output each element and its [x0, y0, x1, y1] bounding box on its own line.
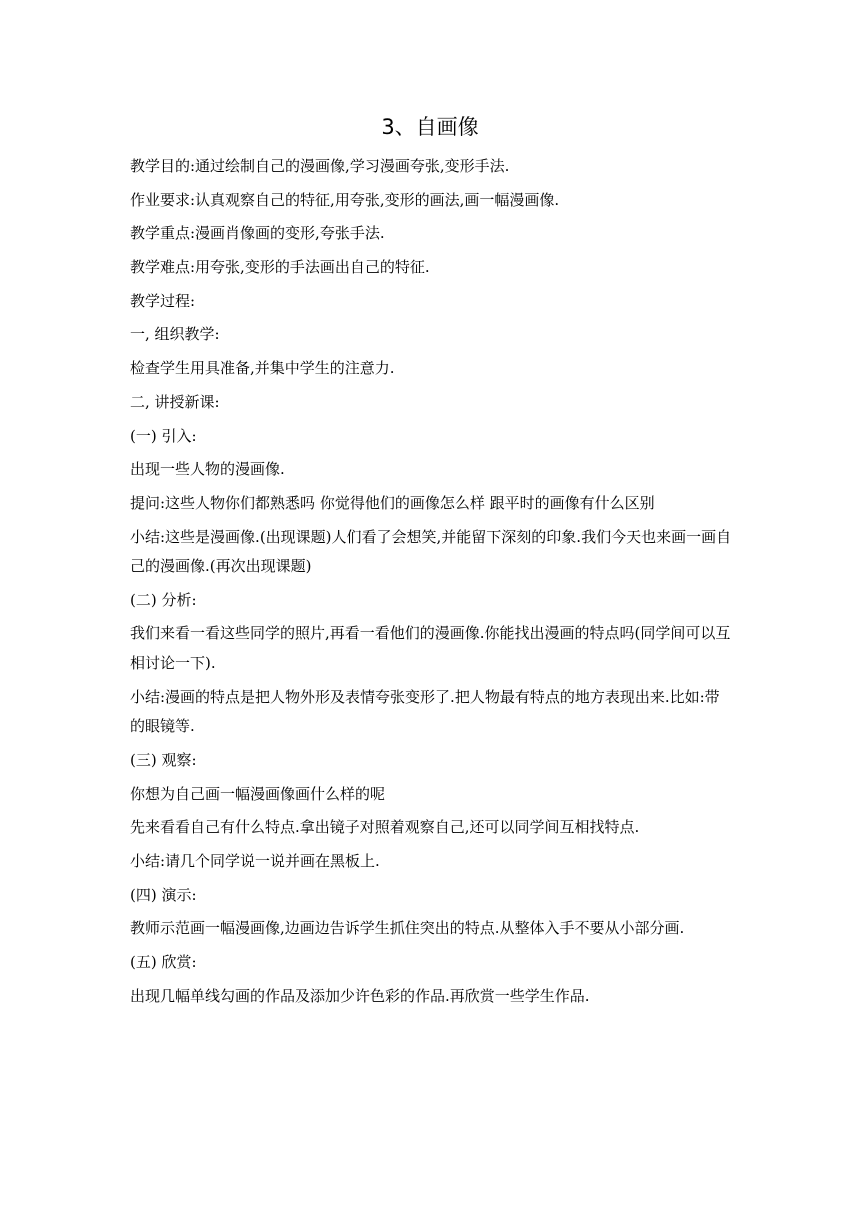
paragraph: 教学难点:用夸张,变形的手法画出自己的特征.: [130, 258, 430, 277]
paragraph: 小结:这些是漫画像.(出现课题)人们看了会想笑,并能留下深刻的印象.我们今天也来画一画自己的漫画像.(再次出现课题): [130, 527, 732, 576]
subsection-heading: (一) 引入:: [130, 426, 197, 445]
subsection-heading: (四) 演示:: [130, 885, 197, 904]
paragraph: 先来看看自己有什么特点.拿出镜子对照着观察自己,还可以同学间互相找特点.: [130, 818, 640, 837]
paragraph: 出现几幅单线勾画的作品及添加少许色彩的作品.再欣赏一些学生作品.: [130, 986, 590, 1005]
section-heading: 二, 讲授新课:: [130, 392, 220, 411]
paragraph: 提问:这些人物你们都熟悉吗 你觉得他们的画像怎么样 跟平时的画像有什么区别: [130, 493, 655, 512]
paragraph: 小结:请几个同学说一说并画在黑板上.: [130, 851, 380, 870]
paragraph: 小结:漫画的特点是把人物外形及表情夸张变形了.把人物最有特点的地方表现出来.比如:带的眼镜等.: [130, 687, 720, 736]
paragraph: 教师示范画一幅漫画像,边画边告诉学生抓住突出的特点.从整体入手不要从小部分画.: [130, 919, 685, 938]
section-heading: 教学过程:: [130, 291, 196, 310]
document-body: [130, 152, 732, 1015]
paragraph: 教学目的:通过绘制自己的漫画像,学习漫画夸张,变形手法.: [130, 157, 510, 175]
section-heading: 一, 组织教学:: [130, 325, 220, 344]
paragraph: 你想为自己画一幅漫画像画什么样的呢: [130, 784, 386, 803]
subsection-heading: (五) 欣赏:: [130, 952, 197, 971]
paragraph: 作业要求:认真观察自己的特征,用夸张,变形的画法,画一幅漫画像.: [130, 190, 560, 209]
paragraph: 教学重点:漫画肖像画的变形,夸张手法.: [130, 224, 385, 243]
subsection-heading: (三) 观察:: [130, 750, 197, 769]
paragraph: 出现一些人物的漫画像.: [130, 460, 285, 479]
document-title: 3、自画像: [381, 115, 479, 139]
subsection-heading: (二) 分析:: [130, 590, 197, 609]
paragraph: 检查学生用具准备,并集中学生的注意力.: [130, 359, 395, 378]
paragraph: 我们来看一看这些同学的照片,再看一看他们的漫画像.你能找出漫画的特点吗(同学间可以互相讨论一下).: [130, 624, 731, 672]
